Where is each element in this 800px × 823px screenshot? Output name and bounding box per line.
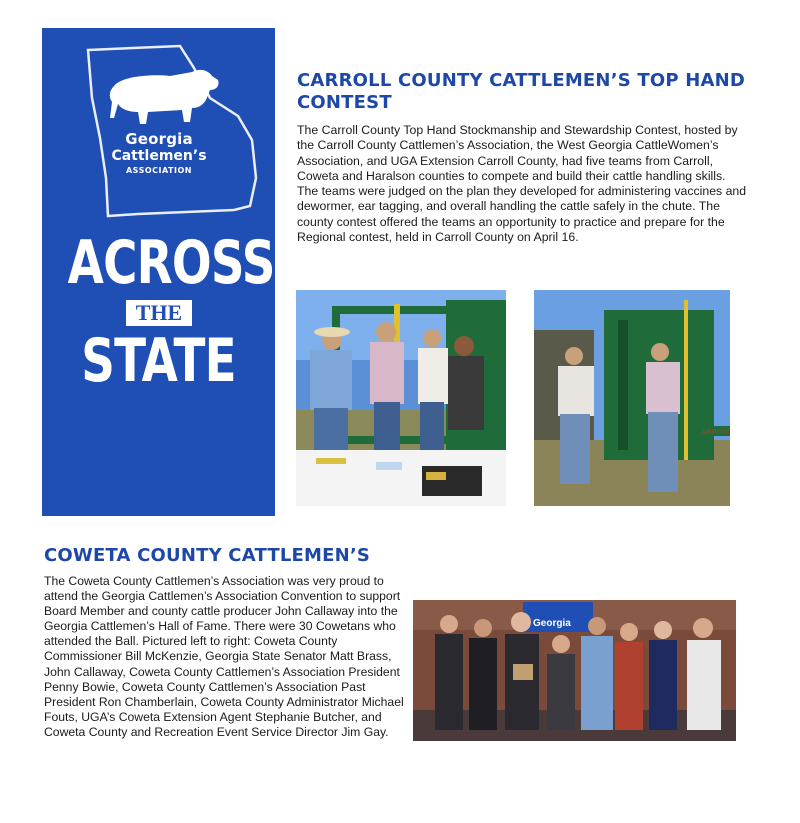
carroll-body: The Carroll County Top Hand Stockmanship and Stewardship Contest, hosted by the Carroll County Cattlemen’s Association, the West Georgia CattleWomen’s Association, and UGA Extension Carroll County, had five teams from Carroll, Coweta and Haralson counties to compete and build their cattle handling skills. The teams were judged on the plan they developed for administering vaccines and dewormer, ear tagging, and overall handling the cattle safely in the chute. The county contest offered the teams an opportunity to practice and prepare for the Regional contest, held in Carroll County on April 16. xyxy=(297,123,747,245)
coweta-body: The Coweta County Cattlemen’s Association was very proud to attend the Georgia Cattlemen’s Association Convention to support Board Member and county cattle producer John Callaway into the Georgia Cattlemen’s Hall of Fame. There were 30 Cowetans who attended the Ball. Pictured left to right: Coweta County Commissioner Bill McKenzie, Georgia State Senator Matt Brass, John Callaway, Coweta County Cattlemen’s Association President Penny Bowie, Coweta County Cattlemen’s Association Past President Ron Chamberlain, Coweta County Administrator Michael Fouts, UGA’s Coweta Extension Agent Stephanie Butcher, and Coweta County and Recreation Event Service Director Jim Gay. xyxy=(44,574,404,739)
logo-cattlemens: Cattlemen’s xyxy=(111,148,207,164)
logo-association: ASSOCIATION xyxy=(125,166,192,175)
association-logo xyxy=(104,132,214,175)
coweta-group-photo xyxy=(413,600,736,741)
logo-georgia: Georgia xyxy=(125,130,193,148)
across-the-state-banner xyxy=(42,28,275,516)
carroll-heading: CARROLL COUNTY CATTLEMEN’S TOP HAND CONTEST xyxy=(297,70,745,113)
carroll-photo-team xyxy=(296,290,506,506)
photo-banner-text: Georgia xyxy=(533,618,571,629)
carroll-photo-chute xyxy=(534,290,730,506)
banner-title-the: THE xyxy=(126,300,192,326)
coweta-heading: COWETA COUNTY CATTLEMEN’S xyxy=(44,545,371,566)
arrow-sign: ARROW xyxy=(702,429,729,436)
bull-icon xyxy=(110,70,219,124)
banner-title-across: ACROSS xyxy=(67,228,275,298)
banner-title-state: STATE xyxy=(81,326,236,396)
